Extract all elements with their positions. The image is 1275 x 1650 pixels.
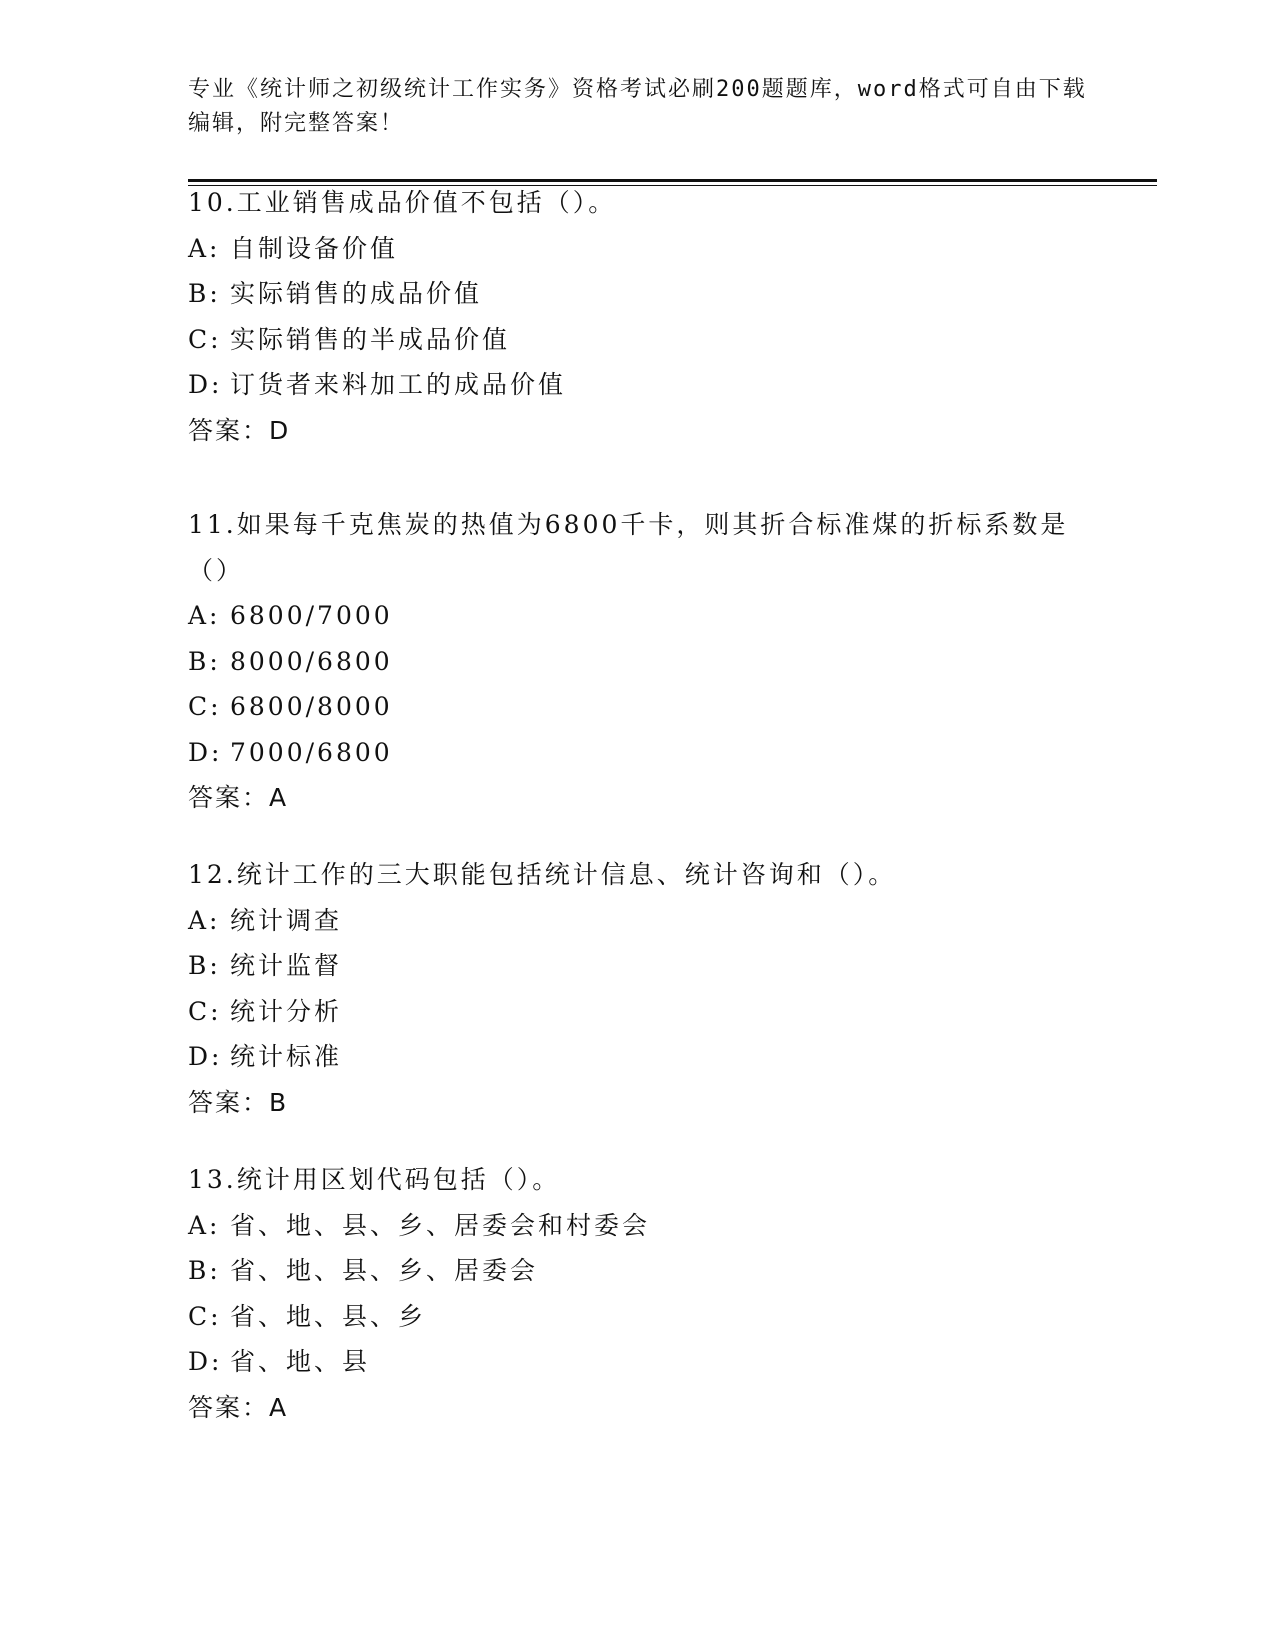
option-letter: D: xyxy=(188,1347,223,1376)
option-c xyxy=(188,684,1088,730)
option-letter: B: xyxy=(188,279,221,308)
option-b xyxy=(188,271,1088,317)
option-d xyxy=(188,362,1088,408)
option-c xyxy=(188,989,1088,1035)
question-stem: 10.工业销售成品价值不包括（）。 xyxy=(188,188,617,217)
question-11 xyxy=(188,502,1088,821)
document-header: 专业《统计师之初级统计工作实务》资格考试必刷200题题库，word格式可自由下载编辑，附完整答案！ xyxy=(188,77,1087,136)
option-letter: B: xyxy=(188,646,221,676)
option-text: 订货者来料加工的成品价值 xyxy=(230,370,567,399)
option-letter: A: xyxy=(188,233,221,263)
option-text: 省、地、县、乡 xyxy=(230,1301,427,1331)
option-c xyxy=(188,317,1088,363)
option-text: 实际销售的半成品价值 xyxy=(230,324,511,354)
option-letter: A: xyxy=(188,1210,221,1240)
option-text: 省、地、县 xyxy=(230,1347,371,1376)
option-text: 6800/8000 xyxy=(230,692,393,721)
option-b xyxy=(188,1248,1088,1294)
option-letter: D: xyxy=(188,1042,223,1071)
option-letter: B: xyxy=(188,951,221,980)
option-text: 省、地、县、乡、居委会 xyxy=(230,1256,539,1285)
answer-text: 答案：D xyxy=(188,415,291,445)
option-text: 统计分析 xyxy=(230,996,343,1026)
option-c xyxy=(188,1294,1088,1340)
answer-text: 答案：B xyxy=(188,1087,289,1117)
option-a xyxy=(188,226,1088,272)
option-text: 7000/6800 xyxy=(230,737,393,767)
question-stem: 13.统计用区划代码包括（）。 xyxy=(188,1165,561,1194)
option-a xyxy=(188,593,1088,639)
option-letter: A: xyxy=(188,905,221,935)
option-d xyxy=(188,1339,1088,1385)
option-letter: D: xyxy=(188,737,223,767)
option-text: 自制设备价值 xyxy=(230,233,399,263)
option-letter: C: xyxy=(188,324,222,354)
option-b xyxy=(188,943,1088,989)
option-letter: C: xyxy=(188,692,222,721)
option-text: 8000/6800 xyxy=(230,646,393,676)
option-letter: D: xyxy=(188,370,223,399)
question-13 xyxy=(188,1157,1088,1430)
option-a xyxy=(188,1203,1088,1249)
option-d xyxy=(188,730,1088,776)
question-12 xyxy=(188,852,1088,1125)
option-text: 实际销售的成品价值 xyxy=(230,279,483,308)
option-text: 统计调查 xyxy=(230,905,343,935)
option-d xyxy=(188,1034,1088,1080)
option-text: 6800/7000 xyxy=(230,601,393,630)
option-text: 统计标准 xyxy=(230,1042,343,1071)
answer-text: 答案：A xyxy=(188,783,289,812)
option-b xyxy=(188,639,1088,685)
option-letter: A: xyxy=(188,601,221,630)
option-text: 省、地、县、乡、居委会和村委会 xyxy=(230,1210,651,1240)
question-10 xyxy=(188,180,1088,453)
option-letter: C: xyxy=(188,996,222,1026)
question-stem: 11.如果每千克焦炭的热值为6800千卡，则其折合标准煤的折标系数是（） xyxy=(188,510,1069,585)
option-letter: C: xyxy=(188,1301,222,1331)
option-text: 统计监督 xyxy=(230,951,343,980)
option-a xyxy=(188,898,1088,944)
option-letter: B: xyxy=(188,1256,221,1285)
question-stem: 12.统计工作的三大职能包括统计信息、统计咨询和（）。 xyxy=(188,860,897,889)
answer-text: 答案：A xyxy=(188,1392,289,1422)
